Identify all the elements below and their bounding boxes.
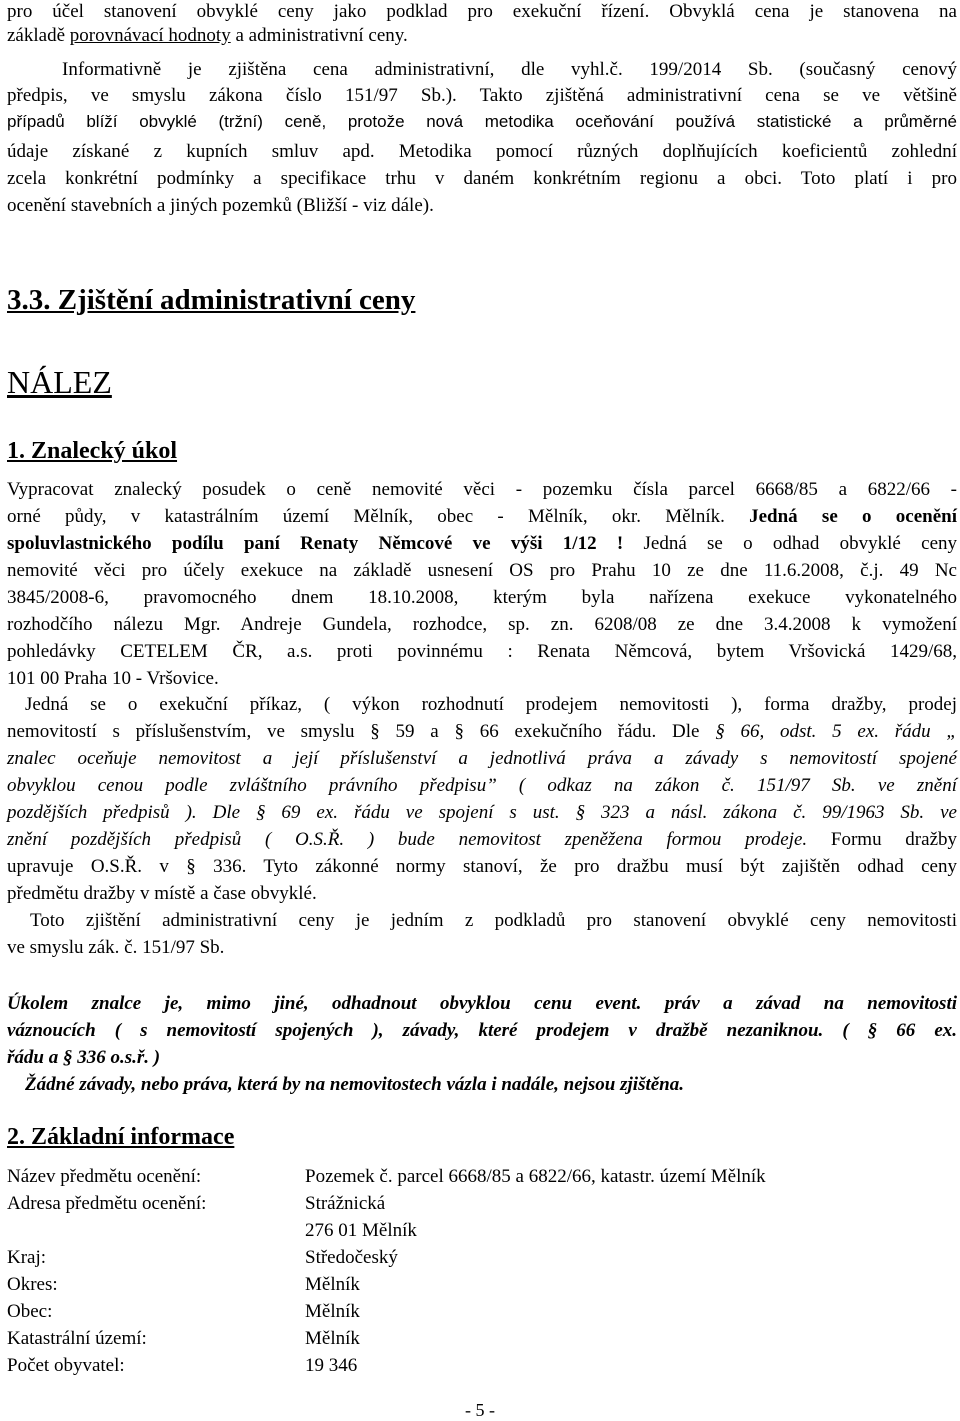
admin-cena-line-2: ve smyslu zák. č. 151/97 Sb.	[7, 937, 225, 958]
admin-cena-line-1: Toto zjištění administrativní ceny je jedním z podkladů pro stanovení obvyklé ceny nemovitosti	[30, 910, 957, 931]
ukol-line-8: 101 00 Praha 10 - Vršovice.	[7, 668, 219, 689]
ukol-line-4: nemovité věci pro účely exekuce na základě usnesení OS pro Prahu 10 ze dne 11.6.2008, č.j. 49 Nc	[7, 560, 957, 581]
info-value: Mělník	[305, 1328, 360, 1349]
exekuce-line-6: znění pozdějších předpisů ( O.S.Ř. ) bude nemovitost zpeněžena formou prodeje. Formu dražby	[7, 829, 957, 850]
ukol-line-1: Vypracovat znalecký posudek o ceně nemovité věci - pozemku čísla parcel 6668/85 a 6822/66 -	[7, 479, 957, 500]
intro-line-8: ocenění stavebních a jiných pozemků (Bližší - viz dále).	[7, 195, 434, 216]
info-value: 276 01 Mělník	[305, 1220, 417, 1241]
intro-line-5: případů blíží obvyklé (tržní) ceně, protože nová metodika oceňování používá statistické a průměrné	[7, 112, 957, 131]
zakladni-informace-heading: 2. Základní informace	[7, 1124, 235, 1150]
ukol-line-2: orné půdy, v katastrálním území Mělník, obec - Mělník, okr. Mělník. Jedná se o ocenění	[7, 506, 957, 527]
exekuce-line-2: nemovitostí s příslušenstvím, ve smyslu § 59 a § 66 exekučního řádu. Dle § 66, odst. 5 ex. řádu „	[7, 721, 958, 742]
info-value: 19 346	[305, 1355, 358, 1376]
ukol-line-7: pohledávky CETELEM ČR, a.s. proti povinnému : Renata Němcová, bytem Vršovická 1429/68,	[7, 641, 957, 662]
exekuce-line-8: předmětu dražby v místě a čase obvyklé.	[7, 883, 317, 904]
exekuce-line-7: upravuje O.S.Ř. v § 336. Tyto zákonné normy stanoví, že pro dražbu musí být zajištěn odhad ceny	[7, 856, 957, 877]
info-value: Mělník	[305, 1274, 360, 1295]
info-label: Název předmětu ocenění:	[7, 1166, 202, 1187]
info-value: Pozemek č. parcel 6668/85 a 6822/66, katastr. území Mělník	[305, 1166, 766, 1187]
info-value: Mělník	[305, 1301, 360, 1322]
nalez-heading: NÁLEZ	[7, 364, 112, 400]
info-label: Okres:	[7, 1274, 58, 1295]
exekuce-line-5: pozdějších předpisů ). Dle § 69 ex. řádu ve spojení s ust. § 323 a násl. zákona č. 99/1963 Sb. ve	[7, 802, 957, 823]
ukol-line-6: rozhodčího nálezu Mgr. Andreje Gundela, rozhodce, sp. zn. 6208/08 ze dne 3.4.2008 k vymožení	[7, 614, 957, 635]
intro-line-4: předpis, ve smyslu zákona číslo 151/97 Sb.). Takto zjištěná administrativní cena se ve většině	[7, 85, 957, 106]
intro-line-6: údaje získané z kupních smluv apd. Metodika pomocí různých doplňujících koeficientů zohlední	[7, 141, 957, 162]
intro-line-7: zcela konkrétní podmínky a specifikace trhu v daném konkrétním regionu a obci. Toto platí i pro	[7, 168, 957, 189]
exekuce-line-4: obvyklou cenou podle zvláštního právního předpisu” ( odkaz na zákon č. 151/97 Sb. ve znění	[7, 775, 957, 796]
ukol-znalce-line-3: řádu a § 336 o.s.ř. )	[7, 1047, 161, 1068]
znalecky-ukol-heading: 1. Znalecký úkol	[7, 438, 178, 464]
info-label: Počet obyvatel:	[7, 1355, 125, 1376]
info-value: Strážnická	[305, 1193, 386, 1214]
intro-line-1: pro účel stanovení obvyklé ceny jako podklad pro exekuční řízení. Obvyklá cena je stanovena na	[7, 1, 957, 22]
ukol-znalce-line-2: váznoucích ( s nemovitostí spojených ), závady, které prodejem v dražbě nezaniknou. ( § 66 ex.	[7, 1020, 957, 1041]
info-label: Kraj:	[7, 1247, 47, 1268]
link-porovnavaci-hodnoty: porovnávací hodnoty	[69, 25, 231, 46]
info-label: Obec:	[7, 1301, 53, 1322]
exekuce-line-3: znalec oceňuje nemovitost a její příslušenství a jednotlivá práva a závady s nemovitostí spojené	[7, 748, 957, 769]
ukol-znalce-line-1: Úkolem znalce je, mimo jiné, odhadnout obvyklou cenu event. práv a závad na nemovitosti	[7, 993, 957, 1014]
ukol-line-5: 3845/2008-6, pravomocného dnem 18.10.2008, kterým byla nařízena exekuce vykonatelného	[7, 587, 957, 608]
zavady-statement: Žádné závady, nebo práva, která by na nemovitostech vázla i nadále, nejsou zjištěna.	[25, 1074, 684, 1095]
info-label: Katastrální území:	[7, 1328, 147, 1349]
intro-line-3: Informativně je zjištěna cena administrativní, dle vyhl.č. 199/2014 Sb. (současný cenový	[62, 59, 957, 80]
page-number: - 5 -	[465, 1400, 495, 1420]
ukol-line-3: spoluvlastnického podílu paní Renaty Němcové ve výši 1/12 ! Jedná se o odhad obvyklé ceny	[7, 533, 957, 554]
info-label: Adresa předmětu ocenění:	[7, 1193, 207, 1214]
info-value: Středočeský	[305, 1247, 398, 1268]
section-heading-3-3: 3.3. Zjištění administrativní ceny	[7, 284, 416, 316]
intro-line-2: základě porovnávací hodnoty a administrativní ceny.	[7, 25, 408, 46]
exekuce-line-1: Jedná se o exekuční příkaz, ( výkon rozhodnutí prodejem nemovitosti ), forma dražby, prodej	[25, 694, 957, 715]
